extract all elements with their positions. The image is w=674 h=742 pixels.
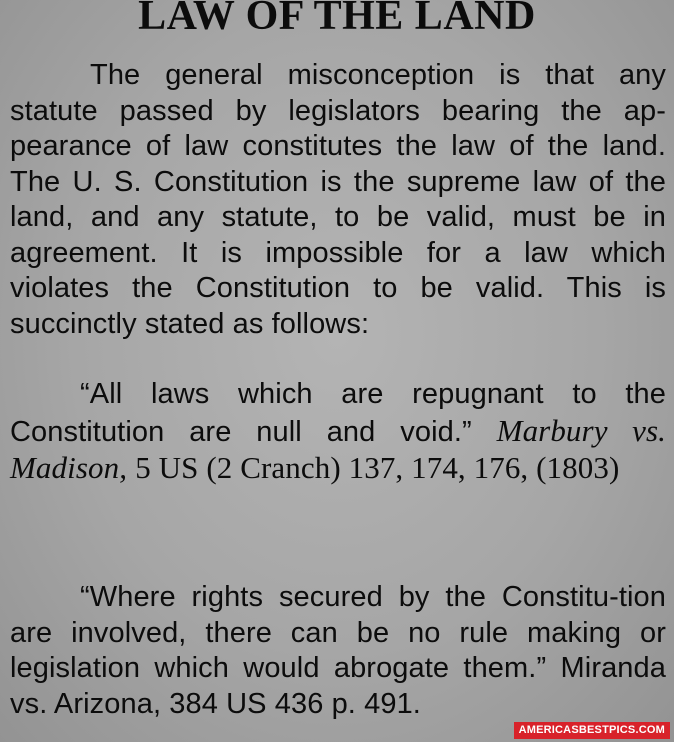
miranda-quote: [10, 580, 666, 722]
case-name-madison: Madison,: [10, 450, 128, 485]
intro-text: The general misconception is that any statute passed by legislators bearing the ap-pearance of law constitutes the law of the land. The U. S. Constitution is the supreme law of the land, and any statute, to be valid, must be in agreement. It is impossible for a law which violates the Constitution to be valid. This is succinctly stated as follows:: [10, 59, 666, 340]
miranda-quote-block: [10, 580, 666, 722]
marbury-quote-text: “All laws which are repugnant to the Constitution are null and void.”: [10, 378, 666, 448]
marbury-citation: 5 US (2 Cranch) 137, 174, 176, (1803): [135, 450, 620, 485]
marbury-quote: [10, 377, 666, 488]
miranda-citation: Miranda vs. Arizona, 384 US 436 p. 491.: [10, 652, 666, 720]
marbury-quote-block: [10, 377, 666, 488]
intro-paragraph: [10, 58, 666, 342]
miranda-quote-text: “Where rights secured by the Constitu-tion are involved, there can be no rule making or legislation which would abrogate them.”: [10, 581, 666, 684]
case-name-marbury: Marbury vs.: [496, 412, 666, 448]
page-title: LAW OF THE LAND: [138, 0, 536, 39]
site-watermark: AMERICASBESTPICS.COM: [514, 722, 670, 739]
